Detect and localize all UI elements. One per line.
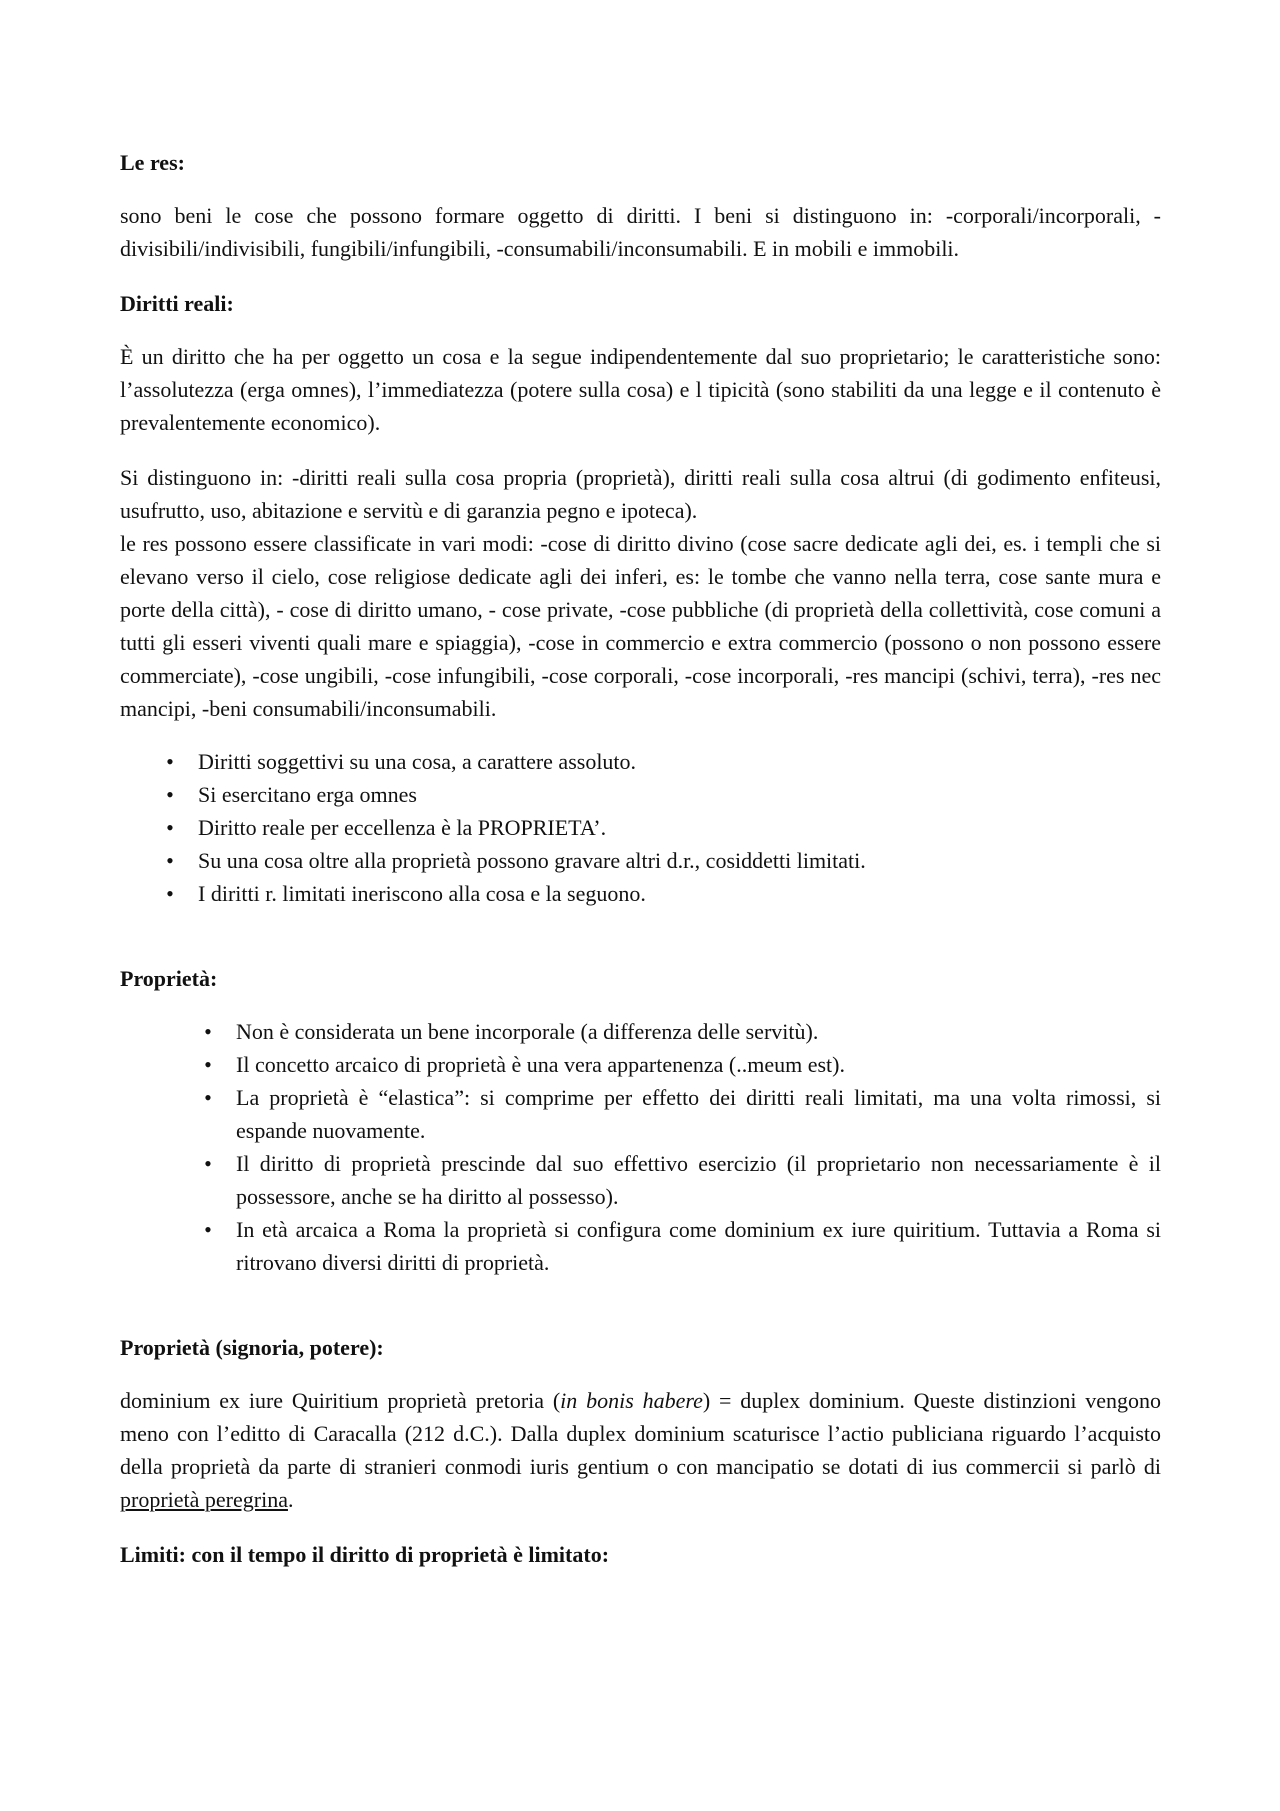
- list-item: [120, 877, 1161, 910]
- bullet-icon: •: [166, 848, 174, 873]
- bullet-icon: •: [204, 1019, 212, 1044]
- list-item-text: I diritti r. limitati ineriscono alla cosa e la seguono.: [198, 881, 646, 906]
- list-proprieta: [120, 1015, 1161, 1279]
- bullet-icon: •: [166, 749, 174, 774]
- paragraph-classificazione-res: le res possono essere classificate in vari modi: -cose di diritto divino (cose sacre dedicate agli dei, es. i templi che si elevano verso il cielo, cose religiose dedicate agli dei inferi, es: le tombe che vanno nella terra, cose sante mura e porte della città), - cose di diritto umano, - cose private, -cose pubbliche (di proprietà della collettività, cose comuni a tutti gli esseri viventi quali mare e spiaggia), -cose in commercio e extra commercio (possono o non possono essere commerciate), -cose ungibili, -cose infungibili, -cose corporali, -cose incorporali, -res mancipi (schivi, terra), -res nec mancipi, -beni consumabili/inconsumabili.: [120, 531, 1161, 721]
- heading-proprieta-signoria: Proprietà (signoria, potere):: [120, 1335, 384, 1360]
- list-item-text: In età arcaica a Roma la proprietà si configura come dominium ex iure quiritium. Tuttavia a Roma si ritrovano diversi diritti di proprietà.: [236, 1217, 1161, 1275]
- list-item-text: Diritto reale per eccellenza è la PROPRIETA’.: [198, 815, 607, 840]
- italic-term: in bonis habere: [560, 1388, 703, 1413]
- bullet-icon: •: [204, 1217, 212, 1242]
- list-item-text: La proprietà è “elastica”: si comprime per effetto dei diritti reali limitati, ma una volta rimossi, si espande nuovamente.: [236, 1085, 1161, 1143]
- list-item-text: Il diritto di proprietà prescinde dal suo effettivo esercizio (il proprietario non necessariamente è il possessore, anche se ha diritto al possesso).: [236, 1151, 1161, 1209]
- paragraph-dominium: [120, 1384, 1161, 1516]
- list-item: [120, 778, 1161, 811]
- bullet-icon: •: [204, 1052, 212, 1077]
- paragraph-diritto-reale-definition: È un diritto che ha per oggetto un cosa e la segue indipendentemente dal suo proprietario; le caratteristiche sono: l’assolutezza (erga omnes), l’immediatezza (potere sulla cosa) e l tipicità (sono stabiliti da una legge e il contenuto è prevalentemente economico).: [120, 344, 1161, 435]
- paragraph-res-definition: sono beni le cose che possono formare oggetto di diritti. I beni si distinguono in: -corporali/incorporali, -divisibili/indivisibili, fungibili/infungibili, -consumabili/inconsumabili. E in mobili e immobili.: [120, 203, 1161, 261]
- list-item: [120, 844, 1161, 877]
- paragraph-distinzioni: Si distinguono in: -diritti reali sulla cosa propria (proprietà), diritti reali sulla cosa altrui (di godimento enfiteusi, usufrutto, uso, abitazione e servitù e di garanzia pegno e ipoteca).: [120, 465, 1161, 523]
- text-run: .: [287, 1487, 294, 1512]
- list-item: [120, 745, 1161, 778]
- bullet-icon: •: [204, 1085, 212, 1110]
- list-item: [120, 1081, 1161, 1147]
- bullet-icon: •: [204, 1151, 212, 1176]
- list-item-text: Su una cosa oltre alla proprietà possono gravare altri d.r., cosiddetti limitati.: [198, 848, 866, 873]
- bullet-icon: •: [166, 815, 174, 840]
- text-run: dominium ex iure Quiritium proprietà pretoria (: [120, 1388, 561, 1413]
- list-item: [120, 811, 1161, 844]
- list-diritti-reali: [120, 745, 1161, 910]
- bullet-icon: •: [166, 782, 174, 807]
- document-page: [120, 146, 1161, 1571]
- list-item: [120, 1147, 1161, 1213]
- list-item-text: Diritti soggettivi su una cosa, a carattere assoluto.: [198, 749, 637, 774]
- bullet-icon: •: [166, 881, 174, 906]
- list-item: [120, 1213, 1161, 1279]
- list-item: [120, 1015, 1161, 1048]
- list-item: [120, 1048, 1161, 1081]
- list-item-text: Si esercitano erga omnes: [198, 782, 417, 807]
- list-item-text: Non è considerata un bene incorporale (a differenza delle servitù).: [236, 1019, 819, 1044]
- text-run: ) = duplex dominium. Queste distinzioni vengono meno con l’editto di Caracalla (212 d.C.). Dalla duplex dominium scaturisce l’actio publiciana riguardo l’acquisto della proprietà da parte di stranieri conmodi iuris gentium o con mancipatio se dotati di ius commercii si parlò di: [120, 1388, 1161, 1479]
- list-item-text: Il concetto arcaico di proprietà è una vera appartenenza (..meum est).: [236, 1052, 845, 1077]
- heading-proprieta: Proprietà:: [120, 966, 218, 991]
- heading-limiti: Limiti: con il tempo il diritto di proprietà è limitato:: [120, 1542, 610, 1567]
- underlined-term: proprietà peregrina: [120, 1487, 288, 1512]
- heading-diritti-reali: Diritti reali:: [120, 291, 234, 316]
- heading-le-res: Le res:: [120, 150, 185, 175]
